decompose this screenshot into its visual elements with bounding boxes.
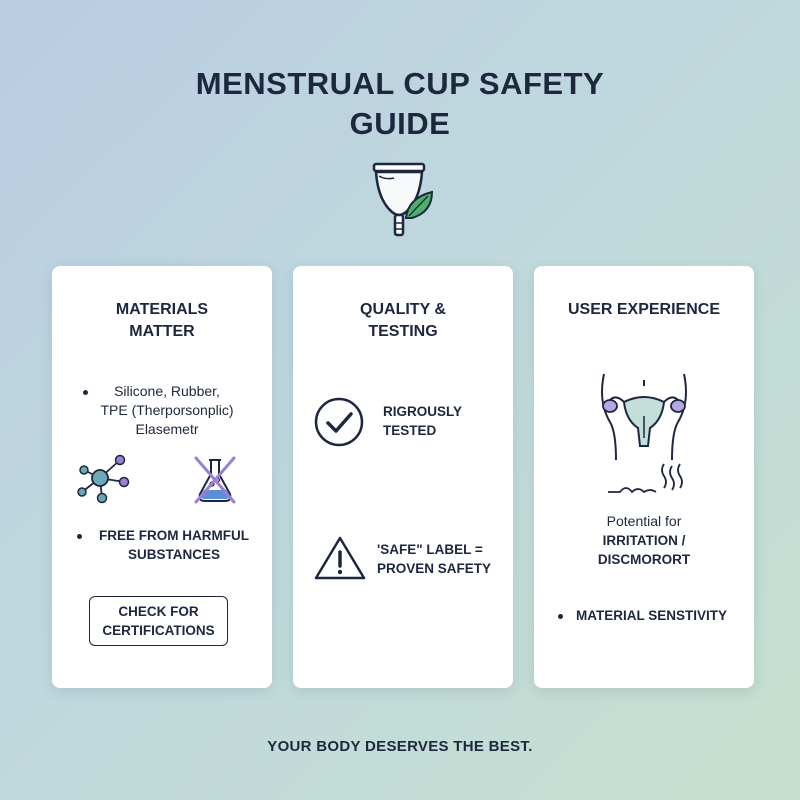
irritation-waves-icon <box>606 462 686 496</box>
molecule-icon <box>76 452 132 506</box>
materials-title-line-1: MATERIALS <box>115 301 209 318</box>
materials-list-text <box>82 382 252 439</box>
irritation-line-1: Potential for <box>606 513 682 529</box>
rigorously-tested-text <box>383 402 503 440</box>
button-line-2: CERTIFICATIONS <box>102 623 215 638</box>
user-experience-card <box>534 266 754 688</box>
irritation-line-2: IRRITATION / <box>602 533 686 548</box>
tested-line-2: TESTED <box>383 423 437 438</box>
quality-card-title <box>293 299 513 343</box>
harmful-substances-text <box>90 526 258 564</box>
menstrual-cup-icon <box>362 160 442 242</box>
page-title-line-2: GUIDE <box>349 106 451 141</box>
harmful-line-2: SUBSTANCES <box>127 547 220 562</box>
materials-line-1: Silicone, Rubber, <box>114 383 220 399</box>
irritation-text <box>534 512 754 569</box>
quality-title-line-1: QUALITY & <box>360 301 446 318</box>
harmful-line-1: FREE FROM HARMFUL <box>99 528 249 543</box>
materials-title-line-2: MATTER <box>129 323 195 340</box>
quality-testing-card <box>293 266 513 688</box>
safe-line-2: PROVEN SAFETY <box>377 561 492 576</box>
materials-card <box>52 266 272 688</box>
tested-line-1: RIGROUSLY <box>383 404 463 419</box>
button-line-1: CHECK FOR <box>118 604 199 619</box>
footer-tagline: YOUR BODY DESERVES THE BEST. <box>267 738 533 755</box>
checkmark-circle-icon <box>313 396 365 448</box>
bullet-dot <box>77 534 82 539</box>
page-title-line-1: MENSTRUAL CUP SAFETY <box>195 66 605 101</box>
irritation-line-3: DISCMORORT <box>597 552 691 567</box>
material-sensitivity-text: MATERIAL SENSTIVITY <box>576 608 728 623</box>
page-title <box>0 64 800 144</box>
crossed-flask-icon <box>190 454 240 506</box>
safe-label-text <box>377 540 507 578</box>
safe-line-1: 'SAFE" LABEL = <box>377 542 483 557</box>
materials-line-3: Elasemetr <box>135 421 199 437</box>
materials-line-2: TPE (Therporsonplic) <box>100 402 234 418</box>
bullet-dot <box>558 614 563 619</box>
materials-card-title <box>52 299 272 343</box>
uterus-icon <box>598 372 690 462</box>
user-experience-title: USER EXPERIENCE <box>567 301 721 318</box>
warning-triangle-icon <box>313 534 367 582</box>
quality-title-line-2: TESTING <box>368 323 438 340</box>
check-certifications-button[interactable] <box>89 596 228 646</box>
